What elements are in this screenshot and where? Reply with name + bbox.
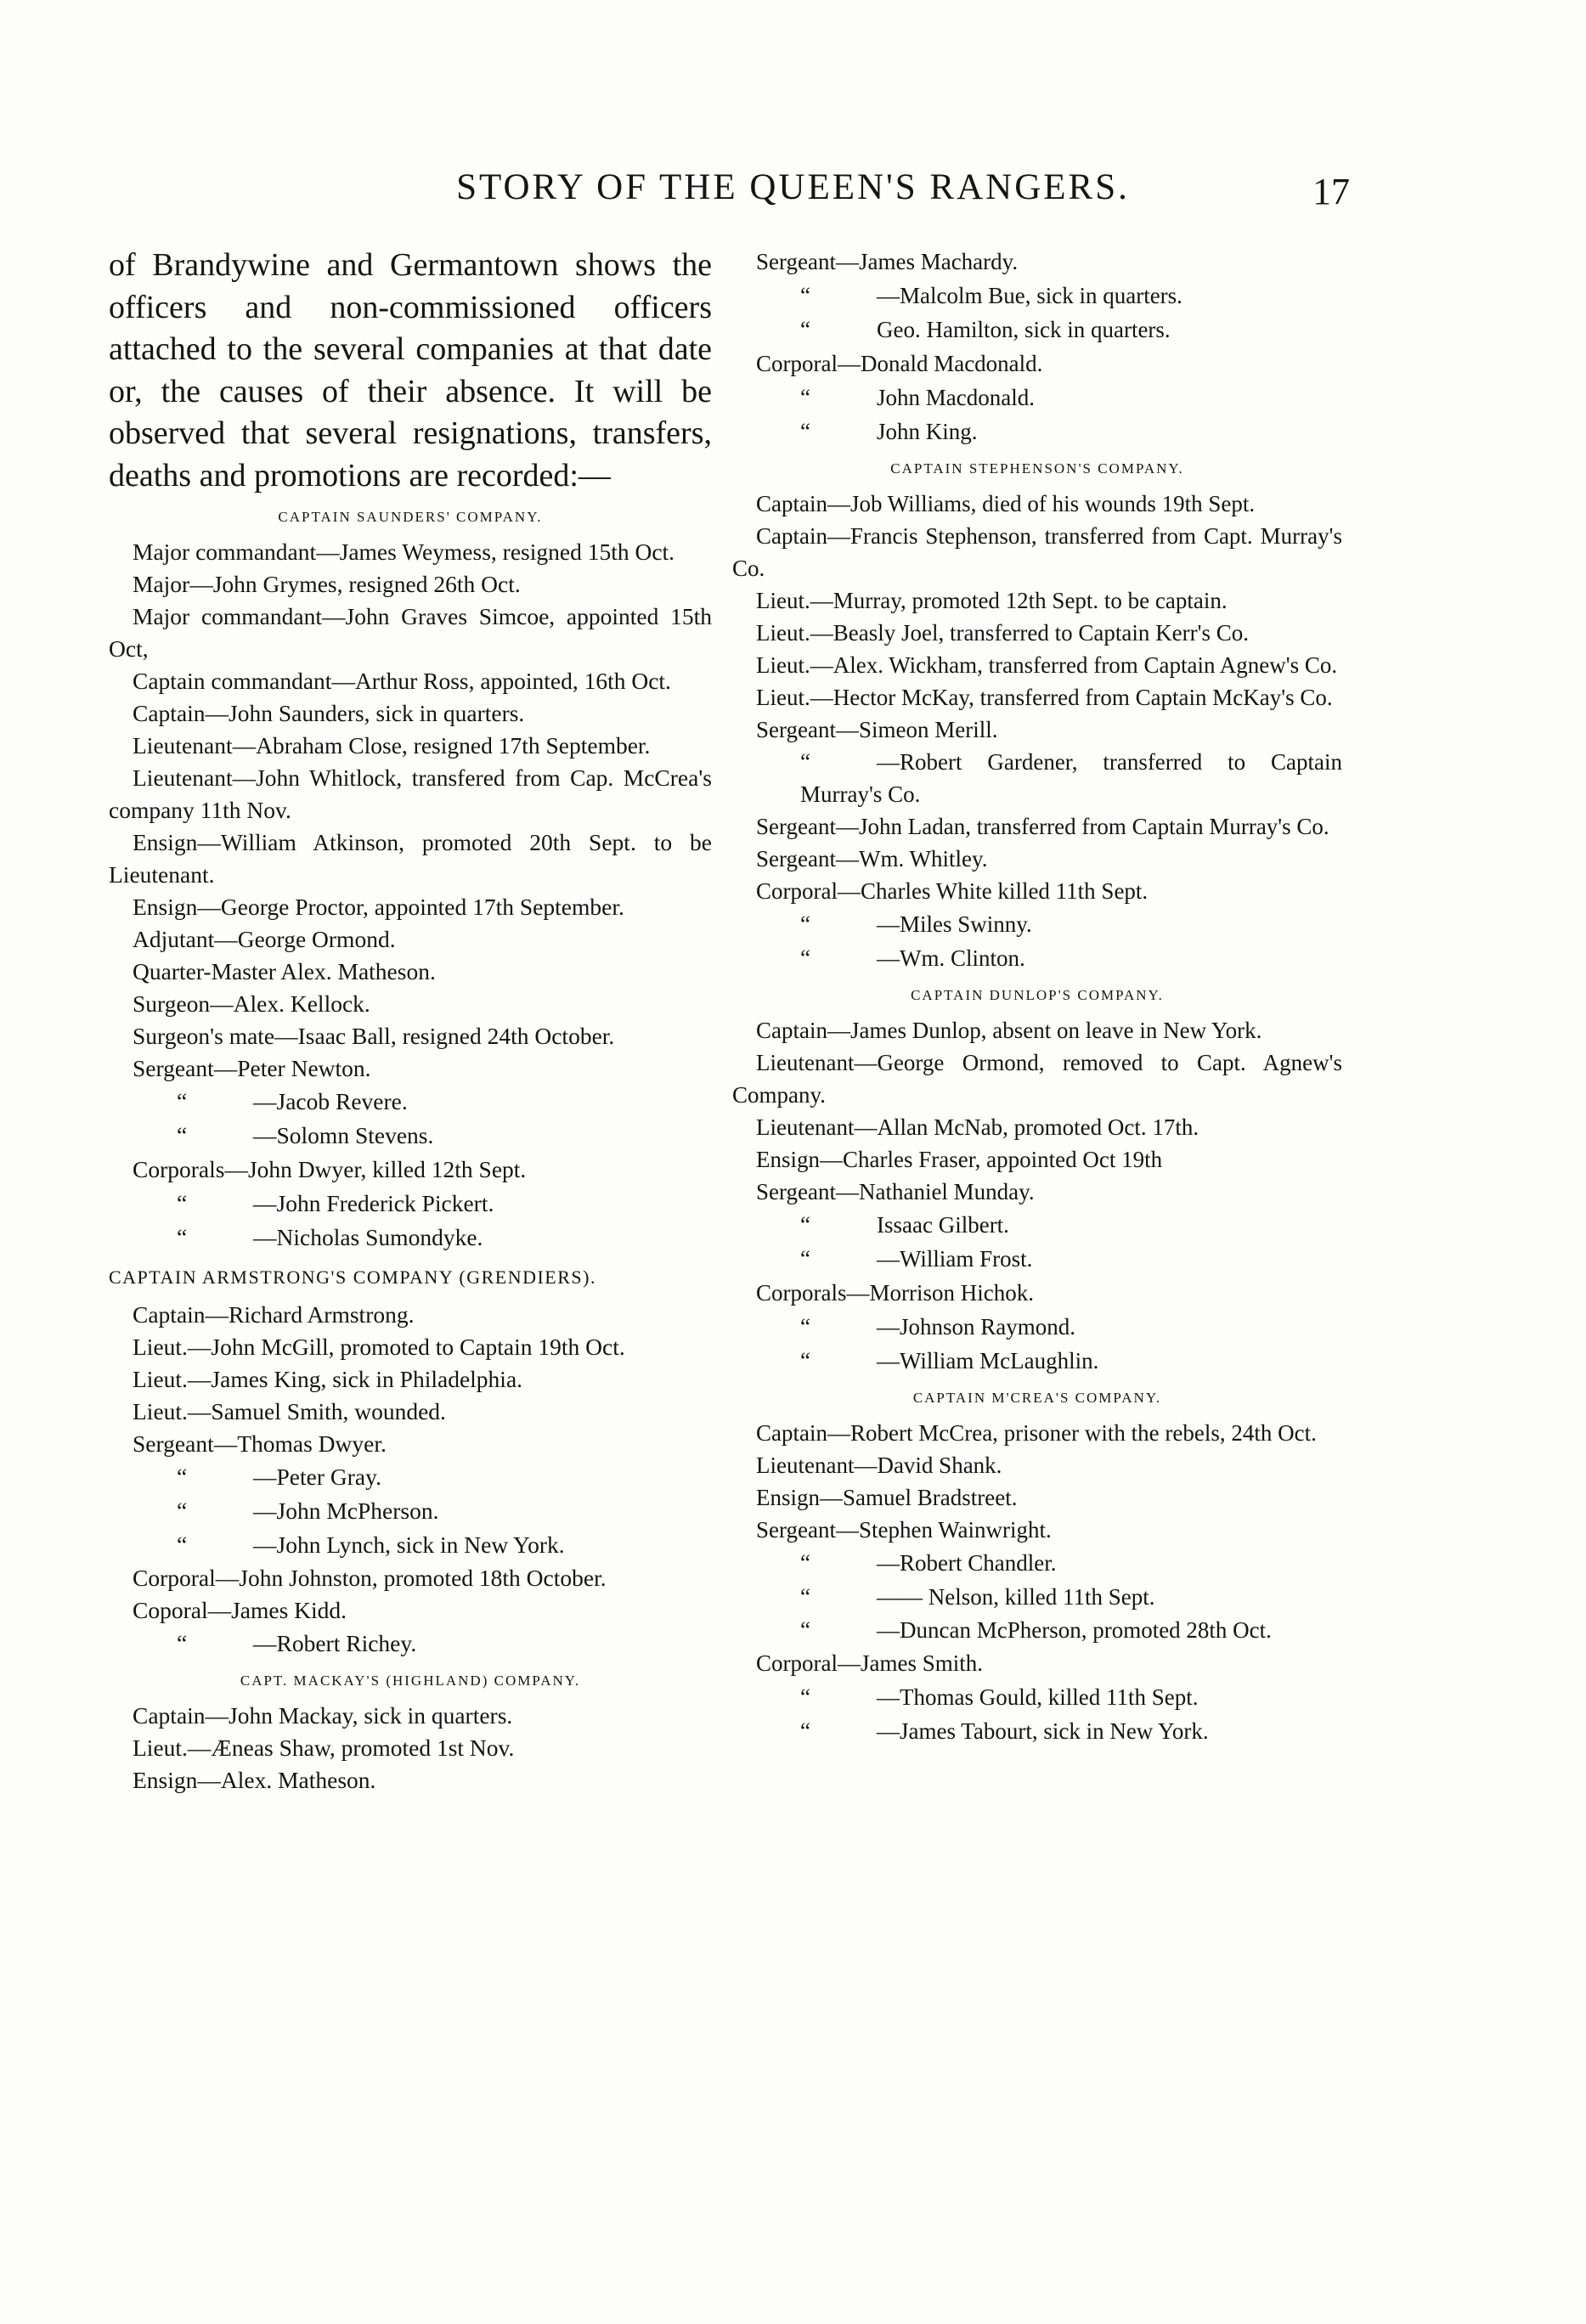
ditto-mark: “	[800, 317, 810, 342]
ditto-text: —Robert Gardener, transferred to Captain Murray's Co.	[800, 749, 1342, 807]
list-item: Captain—James Dunlop, absent on leave in New York.	[756, 1018, 1262, 1043]
list-item: Lieutenant—David Shank.	[756, 1452, 1002, 1478]
ditto-text: —Malcolm Bue, sick in quarters.	[877, 283, 1182, 308]
list-item: Lieut.—Beasly Joel, transferred to Captain Kerr's Co.	[756, 620, 1249, 646]
ditto-item	[732, 415, 1342, 448]
ditto-text: —Jacob Revere.	[253, 1088, 408, 1114]
ditto-mark: “	[800, 1314, 810, 1340]
ditto-mark: “	[800, 1348, 810, 1374]
ditto-text: —Robert Richey.	[253, 1630, 417, 1656]
list-item: Captain—Francis Stephenson, transferred from Capt. Murray's Co.	[732, 523, 1342, 581]
list-item: Surgeon's mate—Isaac Ball, resigned 24th October.	[133, 1023, 615, 1049]
list-item: Corporal—Charles White killed 11th Sept.	[756, 878, 1149, 904]
ditto-text: —James Tabourt, sick in New York.	[877, 1718, 1209, 1744]
list-item: Sergeant—Peter Newton.	[133, 1055, 371, 1081]
ditto-item	[109, 1187, 712, 1221]
ditto-text: —John Lynch, sick in New York.	[253, 1531, 565, 1558]
ditto-item	[109, 1221, 712, 1255]
ditto-item	[732, 1546, 1342, 1580]
ditto-text: —Peter Gray.	[253, 1464, 381, 1490]
ditto-item	[732, 313, 1342, 347]
list-item: Ensign—George Proctor, appointed 17th September.	[133, 894, 624, 920]
ditto-item	[732, 1580, 1342, 1614]
ditto-mark: “	[177, 1630, 188, 1656]
list-item: Ensign—William Atkinson, promoted 20th Sept. to be Lieutenant.	[109, 829, 712, 888]
ditto-item	[732, 1614, 1342, 1646]
ditto-mark: “	[800, 419, 810, 444]
ditto-mark: “	[177, 1464, 188, 1490]
list-item: Captain—Job Williams, died of his wounds 19th Sept.	[756, 491, 1256, 516]
list-item: Lieut.—Samuel Smith, wounded.	[133, 1398, 446, 1424]
ditto-text: —— Nelson, killed 11th Sept.	[877, 1584, 1155, 1610]
ditto-text: —William Frost.	[877, 1246, 1033, 1272]
ditto-mark: “	[800, 385, 810, 410]
list-item: Sergeant—Thomas Dwyer.	[133, 1430, 387, 1457]
section-heading-saunders: CAPTAIN SAUNDERS' COMPANY.	[278, 509, 543, 525]
ditto-item	[732, 746, 1342, 810]
list-item: Lieut.—John McGill, promoted to Captain 19th Oct.	[133, 1334, 625, 1360]
list-item: Sergeant—John Ladan, transferred from Captain Murray's Co.	[756, 814, 1329, 839]
list-item: Quarter-Master Alex. Matheson.	[133, 958, 436, 984]
ditto-mark: “	[800, 1246, 810, 1272]
ditto-item	[109, 1460, 712, 1494]
list-item: Surgeon—Alex. Kellock.	[133, 990, 370, 1017]
left-column	[109, 245, 712, 1797]
ditto-mark: “	[800, 1212, 810, 1238]
ditto-item	[109, 1085, 712, 1119]
ditto-text: —Wm. Clinton.	[877, 945, 1025, 971]
list-item: Sergeant—Simeon Merill.	[756, 717, 998, 742]
list-item: Major—John Grymes, resigned 26th Oct.	[133, 571, 521, 597]
section-heading-stephenson: CAPTAIN STEPHENSON'S COMPANY.	[890, 460, 1184, 477]
ditto-mark: “	[800, 1617, 810, 1643]
ditto-item	[109, 1119, 712, 1153]
list-item: Sergeant—Stephen Wainwright.	[756, 1517, 1052, 1543]
list-item: Lieut.—Alex. Wickham, transferred from Captain Agnew's Co.	[756, 652, 1338, 678]
ditto-text: John King.	[877, 419, 978, 444]
ditto-text: —John McPherson.	[253, 1498, 439, 1524]
list-item: Sergeant—Wm. Whitley.	[756, 846, 988, 872]
list-item: Adjutant—George Ormond.	[133, 926, 396, 952]
ditto-text: —Nicholas Sumondyke.	[253, 1224, 483, 1250]
list-item: Corporals—Morrison Hichok.	[756, 1280, 1034, 1306]
ditto-item	[732, 381, 1342, 415]
list-item: Corporals—John Dwyer, killed 12th Sept.	[133, 1156, 527, 1182]
ditto-mark: “	[800, 1550, 810, 1576]
ditto-text: Geo. Hamilton, sick in quarters.	[877, 317, 1171, 342]
ditto-item	[109, 1627, 712, 1661]
list-item: Lieutenant—John Whitlock, transfered from Cap. McCrea's company 11th Nov.	[109, 764, 712, 823]
list-item: Lieut.—Æneas Shaw, promoted 1st Nov.	[133, 1735, 515, 1761]
ditto-mark: “	[800, 945, 810, 971]
ditto-text: —Robert Chandler.	[877, 1550, 1057, 1576]
ditto-item	[732, 1714, 1342, 1748]
ditto-mark: “	[800, 749, 810, 775]
list-item: Coporal—James Kidd.	[133, 1597, 347, 1623]
ditto-text: Issaac Gilbert.	[877, 1212, 1009, 1238]
list-item: Major commandant—James Weymess, resigned 15th Oct.	[133, 539, 675, 565]
list-item: Ensign—Charles Fraser, appointed Oct 19th	[756, 1147, 1163, 1172]
ditto-item	[732, 1208, 1342, 1242]
section-heading-mccrea: CAPTAIN M'CREA'S COMPANY.	[912, 1390, 1162, 1406]
list-item: Captain commandant—Arthur Ross, appointed, 16th Oct.	[133, 668, 671, 694]
ditto-mark: “	[177, 1190, 188, 1216]
ditto-text: —Solomn Stevens.	[253, 1122, 434, 1148]
ditto-text: —Miles Swinny.	[877, 911, 1032, 937]
list-item: Corporal—James Smith.	[756, 1650, 983, 1676]
ditto-mark: “	[177, 1224, 188, 1250]
ditto-item	[732, 907, 1342, 941]
list-item: Ensign—Samuel Bradstreet.	[756, 1485, 1018, 1510]
page-header	[0, 166, 1586, 226]
page-number: 17	[1312, 171, 1350, 212]
section-heading-dunlop: CAPTAIN DUNLOP'S COMPANY.	[911, 987, 1164, 1003]
list-item: Captain—Richard Armstrong.	[133, 1301, 415, 1328]
list-item: Lieut.—James King, sick in Philadelphia.	[133, 1366, 523, 1392]
ditto-mark: “	[800, 283, 810, 308]
list-item: Lieutenant—Abraham Close, resigned 17th September.	[133, 732, 651, 759]
ditto-text: —John Frederick Pickert.	[253, 1190, 494, 1216]
ditto-item	[109, 1528, 712, 1562]
ditto-item	[732, 1242, 1342, 1276]
running-title: STORY OF THE QUEEN'S RANGERS.	[456, 167, 1130, 207]
ditto-mark: “	[800, 911, 810, 937]
ditto-text: —Thomas Gould, killed 11th Sept.	[877, 1684, 1199, 1710]
ditto-item	[732, 279, 1342, 313]
list-item: Lieutenant—Allan McNab, promoted Oct. 17th.	[756, 1114, 1199, 1140]
list-item: Captain—John Saunders, sick in quarters.	[133, 700, 525, 726]
list-item: Captain—John Mackay, sick in quarters.	[133, 1702, 513, 1729]
ditto-text: —Duncan McPherson, promoted 28th Oct.	[877, 1617, 1272, 1643]
ditto-mark: “	[177, 1498, 188, 1524]
ditto-item	[109, 1494, 712, 1528]
ditto-mark: “	[800, 1584, 810, 1610]
list-item: Captain—Robert McCrea, prisoner with the rebels, 24th Oct.	[756, 1420, 1317, 1446]
ditto-item	[732, 1310, 1342, 1344]
list-item: Corporal—John Johnston, promoted 18th October.	[133, 1565, 607, 1591]
ditto-item	[732, 1344, 1342, 1378]
section-heading-armstrong: CAPTAIN ARMSTRONG'S COMPANY (GRENDIERS).	[109, 1266, 596, 1288]
intro-paragraph: of Brandywine and Germantown shows the officers and non-commissioned officers attached to the several companies at that date or, the causes of their absence. It will be observed that several resignations, transfers, deaths and promotions are recorded:—	[109, 247, 712, 494]
list-item: Major commandant—John Graves Simcoe, appointed 15th Oct,	[109, 603, 712, 662]
list-item: Lieut.—Hector McKay, transferred from Captain McKay's Co.	[756, 685, 1333, 710]
ditto-mark: “	[177, 1088, 188, 1114]
list-item: Sergeant—Nathaniel Munday.	[756, 1179, 1035, 1204]
section-heading-mackay: CAPT. MACKAY'S (HIGHLAND) COMPANY.	[240, 1672, 581, 1689]
ditto-item	[732, 941, 1342, 975]
list-item: Corporal—Donald Macdonald.	[756, 351, 1043, 376]
ditto-mark: “	[800, 1718, 810, 1744]
ditto-mark: “	[177, 1122, 188, 1148]
ditto-text: John Macdonald.	[877, 385, 1035, 410]
ditto-item	[732, 1680, 1342, 1714]
right-column	[732, 245, 1342, 1748]
ditto-text: —William McLaughlin.	[877, 1348, 1099, 1374]
ditto-text: —Johnson Raymond.	[877, 1314, 1076, 1340]
list-item: Lieutenant—George Ormond, removed to Capt. Agnew's Company.	[732, 1050, 1342, 1108]
ditto-mark: “	[800, 1684, 810, 1710]
ditto-mark: “	[177, 1531, 188, 1558]
list-item: Lieut.—Murray, promoted 12th Sept. to be captain.	[756, 588, 1228, 613]
list-item: Ensign—Alex. Matheson.	[133, 1767, 376, 1793]
list-item: Sergeant—James Machardy.	[756, 249, 1019, 274]
